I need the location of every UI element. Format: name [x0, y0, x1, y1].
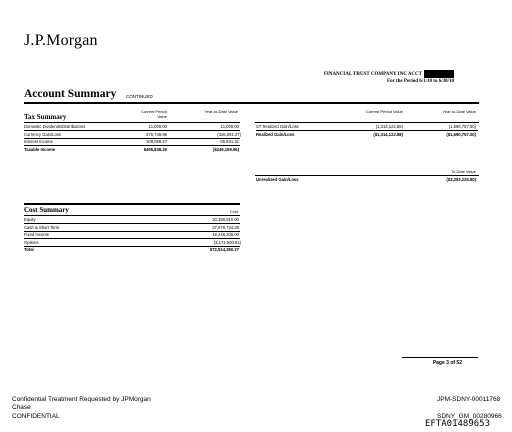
cost-col: Cost: [229, 209, 238, 214]
total-row: [24, 146, 240, 153]
total-row: [256, 131, 478, 138]
row-label: Domestic Dividends/Distributions: [24, 124, 86, 129]
row-label: Interest Income: [24, 139, 53, 144]
row-cost: 37,076,734.28: [212, 224, 239, 230]
redaction-box: [424, 70, 454, 78]
page-rule: [402, 357, 478, 358]
tax-col-current: Current Period Value: [140, 109, 167, 119]
gain-rows: [256, 123, 478, 138]
confidential-label: CONFIDENTIAL: [12, 413, 60, 420]
bates-efta: EFTA01489653: [425, 419, 491, 429]
row-label: Equity: [24, 217, 36, 222]
table-row: [24, 131, 240, 138]
tax-summary-title: Tax Summary: [24, 113, 67, 121]
unrealized-label: Unrealized Gain/Loss: [256, 177, 299, 182]
continued-label: CONTINUED: [126, 94, 153, 99]
tax-rows: [24, 123, 240, 153]
row-ytd: (1,690,757.00): [448, 124, 476, 129]
row-ytd: 11,000.00: [220, 124, 239, 129]
table-row: [24, 239, 240, 246]
footer-left: [12, 396, 151, 421]
page-number: Page 3 of 52: [432, 360, 462, 366]
page-title: Account Summary: [24, 88, 117, 100]
total-row: [24, 246, 240, 253]
footer-bates: [437, 396, 502, 421]
total-current: ($1,314,122.88): [373, 131, 403, 137]
row-label: Fixed Income: [24, 232, 50, 237]
row-current: (1,314,122.88): [375, 124, 403, 129]
row-ytd: (326,091.27): [217, 131, 241, 137]
row-ytd: 65,931.31: [220, 139, 239, 144]
row-current: 11,000.00: [148, 124, 167, 129]
cost-summary-title: Cost Summary: [24, 206, 69, 214]
table-row: [24, 224, 240, 231]
cost-rows: [24, 216, 240, 253]
total-cost: $72,514,350.27: [209, 247, 239, 252]
todate-col: To-Date Value: [450, 169, 476, 174]
row-current: 375,748.98: [146, 131, 167, 137]
jpmorgan-logo: J.P.Morgan: [24, 32, 98, 49]
table-row: [24, 123, 240, 130]
tax-col-ytd: Year-to-Date Value: [204, 109, 238, 114]
trust-line: [324, 70, 454, 78]
unrealized-row: [256, 176, 478, 183]
table-row: [24, 216, 240, 223]
title-rule: [24, 102, 479, 104]
gain-col-current: Current Period Value: [365, 109, 403, 114]
period-line: For the Period 6/1/10 to 6/30/10: [387, 79, 454, 84]
gain-col-ytd: Year-to-Date Value: [442, 109, 476, 114]
row-label: ST Realized Gain/Loss: [256, 124, 299, 129]
confidential-line-2: Chase: [12, 404, 31, 411]
row-label: Cash & Short Term: [24, 224, 60, 230]
table-row: [24, 231, 240, 238]
bates-sdny: SDNY_GM_00280966: [437, 413, 502, 420]
row-label: Currency Gain/Loss: [24, 131, 62, 137]
row-current: 109,089.27: [146, 139, 167, 144]
row-cost: (3,171,500.01): [213, 239, 241, 245]
row-cost: 18,246,206.00: [212, 232, 239, 237]
confidential-line: Confidential Treatment Requested by JPMorgan: [12, 396, 151, 403]
total-label: Realized Gain/Loss: [256, 131, 295, 137]
total-label: Total: [24, 247, 34, 252]
bates-jpm: JPM-SDNY-00011768: [437, 396, 501, 403]
total-current: $495,838.25: [143, 146, 167, 152]
total-label: Taxable Income: [24, 146, 56, 152]
cost-top-rule: [24, 203, 240, 205]
trust-line-text: FINANCIAL TRUST COMPANY INC ACCT: [323, 72, 422, 78]
row-label: Options: [24, 239, 39, 245]
table-row: [256, 123, 478, 130]
unrealized-value: ($3,393,225.80): [446, 177, 476, 182]
total-ytd: ($249,159.96): [212, 146, 239, 152]
table-row: [24, 138, 240, 145]
row-cost: 20,358,910.00: [212, 217, 239, 222]
total-ytd: ($1,690,757.00): [446, 131, 476, 137]
